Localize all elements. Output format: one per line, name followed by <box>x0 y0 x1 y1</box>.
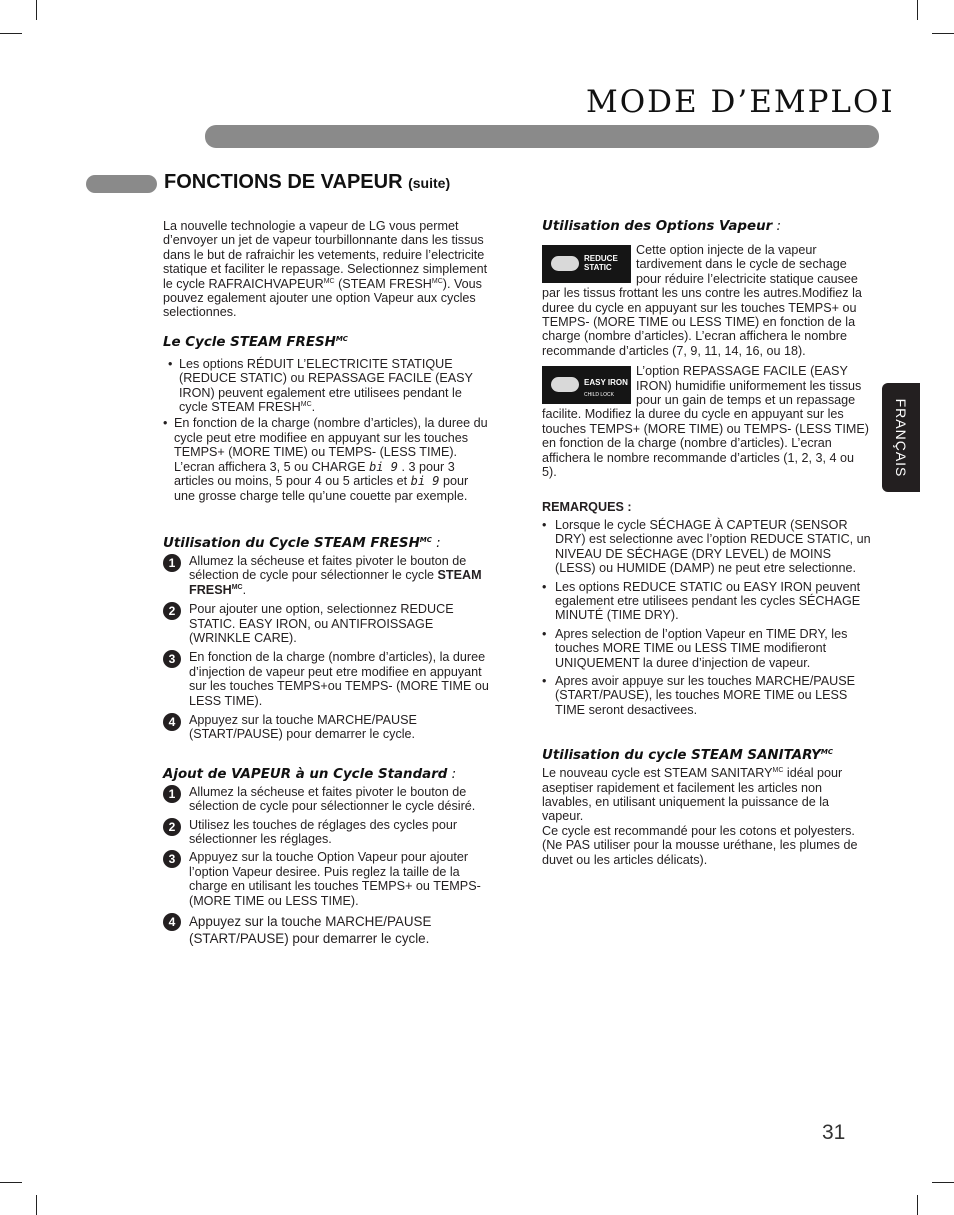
step-number-icon: 4 <box>163 713 181 731</box>
section-title-text: FONCTIONS DE VAPEUR <box>164 171 403 193</box>
step-item: 1 Allumez la sécheuse et faites pivoter le bouton de sélection de cycle pour sélectionner le cycle STEAM $FRESH^{MC}$. <box>163 554 491 597</box>
reduce-static-button-image <box>542 245 631 283</box>
header-bar <box>205 125 879 148</box>
sanitary-paragraph-3: (Ne PAS utiliser pour la mousse uréthane, les plumes de duvet ou les articles délicats). <box>542 838 858 867</box>
crop-mark <box>36 0 37 20</box>
remarks-list <box>542 518 872 717</box>
easy-iron-button-image <box>542 366 631 404</box>
easy-iron-option <box>542 364 872 479</box>
step-number-icon: 1 <box>163 554 181 572</box>
step-number-icon: 1 <box>163 785 181 803</box>
step-number-icon: 2 <box>163 818 181 836</box>
list-item: • Lorsque le cycle SÉCHAGE À CAPTEUR (SENSOR DRY) est selectionne avec l’option REDUCE STATIC, un NIVEAU DE SÉCHAGE (DRY LEVEL) de MOINS (LESS) ou HUMIDE (DAMP) ne peut etre selectionne. <box>542 518 872 576</box>
step-number-icon: 2 <box>163 602 181 620</box>
remarks-title: REMARQUES : <box>542 499 632 514</box>
intro-paragraph: La nouvelle technologie a vapeur de LG vous permet d’envoyer un jet de vapeur tourbillonnante dans les tissus dans le but de rafraichir les vetements, reduire l’electricite statique et faciliter le repassage. Selectionnez simplement le cycle $RAFRAICHVAPEUR^{MC}$ (STEAM $FRESH^{MC}$). Vous pouvez egalement ajouter une option Vapeur aux cycles selectionnes. <box>163 219 488 320</box>
lcd-display-glyph: bi 9 <box>369 459 398 474</box>
add-steam-heading: Ajout de VAPEUR à un Cycle Standard : <box>163 766 457 782</box>
steam-sanitary-heading: Utilisation du cycle STEAM $SANITARY^{MC}$ <box>542 748 833 764</box>
list-item: • Apres selection de l’option Vapeur en TIME DRY, les touches MORE TIME ou LESS TIME modifieront UNIQUEMENT la duree d’injection de vapeur. <box>542 627 872 670</box>
crop-mark <box>932 1182 954 1183</box>
crop-mark <box>932 33 954 34</box>
step-item: 4 Appuyez sur la touche MARCHE/PAUSE (START/PAUSE) pour demarrer le cycle. <box>163 913 491 947</box>
section-marker <box>86 175 157 193</box>
crop-mark <box>0 1182 22 1183</box>
button-pill-icon <box>551 377 579 392</box>
page-title: MODE D’EMPLOI <box>586 84 895 120</box>
steam-fresh-heading: Le Cycle STEAM $FRESH^{MC}$ <box>163 334 348 350</box>
easy-iron-text: L’option REPASSAGE FACILE (EASY IRON) humidifie uniformement les tissus pour un gain de temps et un repassage facilite. Modifiez la duree du cycle en appuyant sur les touches TEMPS+ (MORE TIME) ou TEMPS- (LESS TIME) en fonction de la charge (nombre d’articles). L’ecran affichera le nombre recommande d’articles (1, 2, 3, 4 ou 5). <box>542 364 869 480</box>
crop-mark <box>917 0 918 20</box>
list-item: • Apres avoir appuye sur les touches MARCHE/PAUSE (START/PAUSE), les touches MORE TIME ou LESS TIME seront desactivees. <box>542 674 872 717</box>
child-lock-label: CHILD LOCK <box>584 392 615 399</box>
language-tab <box>882 383 920 492</box>
steam-fresh-bullets <box>163 357 491 415</box>
crop-mark <box>917 1195 918 1215</box>
step-number-icon: 3 <box>163 650 181 668</box>
steam-options-heading: Utilisation des Options Vapeur : <box>542 219 782 234</box>
left-column <box>163 219 491 947</box>
use-steam-fresh-heading: Utilisation du Cycle STEAM $FRESH^{MC}$ : <box>163 535 441 551</box>
step-item: 1 Allumez la sécheuse et faites pivoter le bouton de sélection de cycle pour sélectionner le cycle désiré. <box>163 785 491 814</box>
list-item: • Les options REDUCE STATIC ou EASY IRON peuvent egalement etre utilisees pendant les cycles SÉCHAGE MINUTÉ (TIME DRY). <box>542 580 872 623</box>
list-item: • En fonction de la charge (nombre d’articles), la duree du cycle peut etre modifiee en appuyant sur les touches TEMPS+ (MORE TIME) ou TEMPS- (LESS TIME). L’ecran affichera 3, 5 ou CHARGE bi 9 . 3 pour 3 articles ou moins, 5 pour 4 ou 5 articles et bi 9 pour une grosse charge telle qu’une couette par exemple. <box>163 416 491 502</box>
step-item: 2 Utilisez les touches de réglages des cycles pour sélectionner les réglages. <box>163 818 491 847</box>
step-item: 2 Pour ajouter une option, selectionnez REDUCE STATIC. EASY IRON, ou ANTIFROISSAGE (WRINKLE CARE). <box>163 602 491 645</box>
reduce-static-label: REDUCE STATIC <box>584 254 618 272</box>
right-column <box>542 218 872 867</box>
sanitary-paragraph-2: Ce cycle est recommandé pour les cotons et polyesters. <box>542 823 855 838</box>
reduce-static-text: Cette option injecte de la vapeur tardivement dans le cycle de sechage pour réduire l’electricite statique causee par les tissus frottant les uns contre les autres.Modifiez la duree du cycle en appuyant sur les touches TEMPS+ ou TEMPS- (MORE TIME ou LESS TIME) en fonction de la charge (nombre d’articles). L’ecran affichera le nombre recommande d’articles (7, 9, 11, 14, 16, ou 18). <box>542 243 862 358</box>
crop-mark <box>36 1195 37 1215</box>
step-number-icon: 4 <box>163 913 181 931</box>
easy-iron-label: EASY IRON <box>584 378 628 388</box>
language-label: FRANÇAIS <box>893 398 909 477</box>
page-number: 31 <box>822 1121 846 1144</box>
section-title <box>164 171 450 194</box>
reduce-static-option <box>542 243 872 358</box>
step-number-icon: 3 <box>163 850 181 868</box>
sanitary-paragraph-1: Le nouveau cycle est STEAM $SANITARY^{MC}$ idéal pour aseptiser rapidement et facilement les articles non lavables, en utilisant uniquement la puissance de la vapeur. <box>542 766 843 824</box>
crop-mark <box>0 33 22 34</box>
list-item: • Les options RÉDUIT L’ELECTRICITE STATIQUE (REDUCE STATIC) ou REPASSAGE FACILE (EASY IRON) peuvent egalement etre utilisees pendant le cycle STEAM $FRESH^{MC}$. <box>168 357 491 415</box>
button-pill-icon <box>551 256 579 271</box>
section-suite: (suite) <box>408 175 451 191</box>
step-item: 3 En fonction de la charge (nombre d’articles), la duree d’injection de vapeur peut etre modifiee en appuyant sur les touches TEMPS+ou TEMPS- (MORE TIME ou LESS TIME). <box>163 650 491 708</box>
lcd-display-glyph: bi 9 <box>410 474 440 489</box>
step-item: 4 Appuyez sur la touche MARCHE/PAUSE (START/PAUSE) pour demarrer le cycle. <box>163 713 491 742</box>
step-item: 3 Appuyez sur la touche Option Vapeur pour ajouter l’option Vapeur desiree. Puis reglez la taille de la charge en utilisant les touches TEMPS+ ou TEMPS- (MORE TIME ou LESS TIME). <box>163 850 491 908</box>
